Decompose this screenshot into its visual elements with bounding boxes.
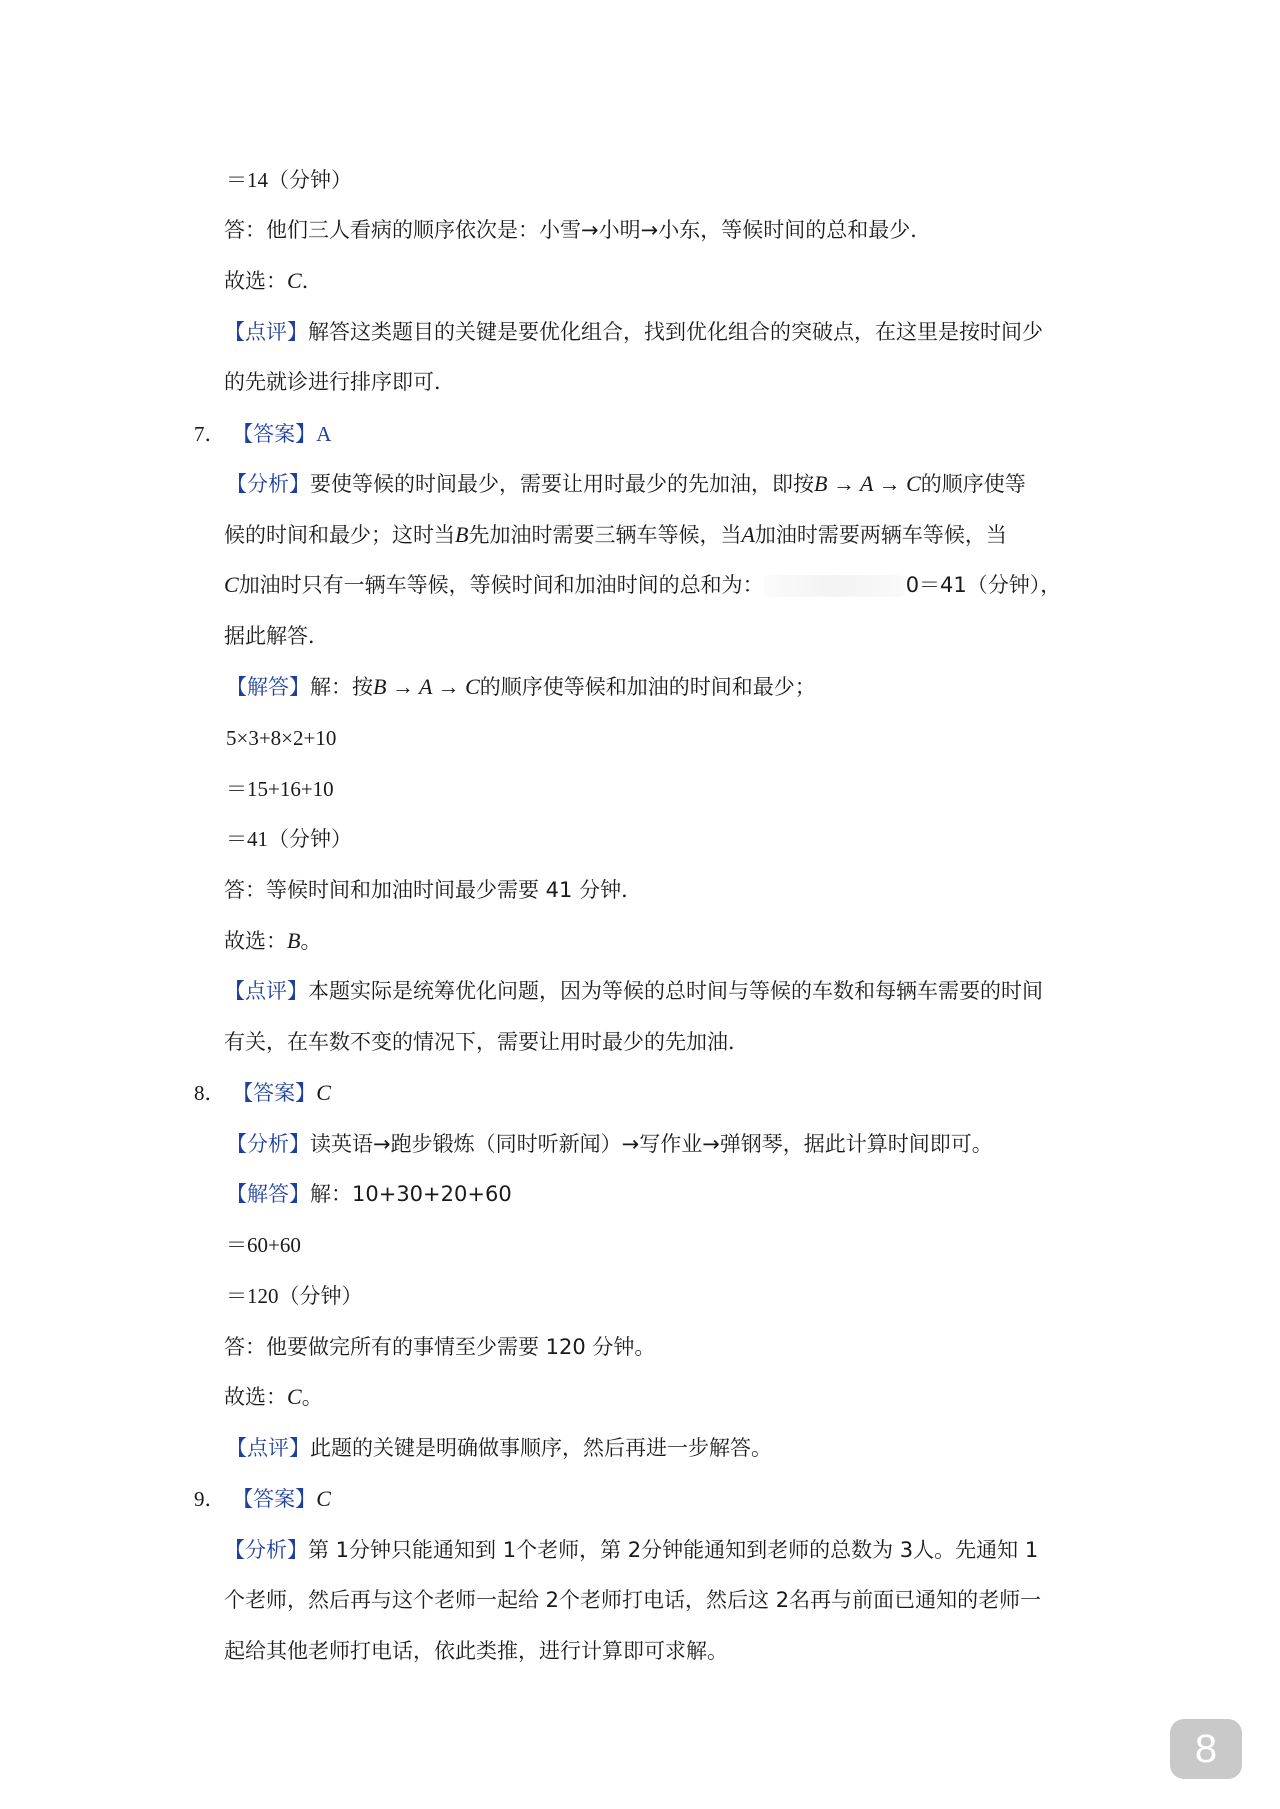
analysis-line: 【分析】要使等候的时间最少，需要让用时最少的先加油，即按B → A → C的顺序使等 bbox=[226, 471, 1026, 496]
analysis-line: 据此解答． bbox=[224, 624, 329, 648]
analysis-line: C加油时只有一辆车等候，等候时间和加油时间的总和为： 0＝41（分钟）， bbox=[224, 572, 1062, 597]
analysis-line: 【分析】读英语→跑步锻炼（同时听新闻）→写作业→弹钢琴，据此计算时间即可。 bbox=[226, 1132, 993, 1156]
calc-line: 5×3+8×2+10 bbox=[226, 726, 337, 750]
answer-line: 答：他们三人看病的顺序依次是：小雪→小明→小东，等候时间的总和最少． bbox=[224, 218, 932, 242]
comment-tag: 【点评】 bbox=[224, 320, 308, 344]
analysis-tag: 【分析】 bbox=[224, 1538, 308, 1562]
question-7-answer: 7． 【答案】A bbox=[194, 422, 332, 446]
comment-line: 【点评】本题实际是统筹优化问题，因为等候的总时间与等候的车数和每辆车需要的时间 bbox=[224, 979, 1043, 1003]
analysis-line: 起给其他老师打电话，依此类推，进行计算即可求解。 bbox=[224, 1639, 728, 1663]
question-9-answer: 9． 【答案】C bbox=[194, 1486, 331, 1511]
choice-line: 故选：C。 bbox=[224, 1384, 323, 1409]
calc-line: ＝120（分钟） bbox=[226, 1284, 363, 1308]
solution-line: 【解答】解：10+30+20+60 bbox=[226, 1182, 512, 1206]
solution-tag: 【解答】 bbox=[226, 1182, 310, 1206]
question-8-answer: 8． 【答案】C bbox=[194, 1080, 331, 1105]
comment-line: 的先就诊进行排序即可． bbox=[224, 370, 455, 394]
comment-line: 【点评】解答这类题目的关键是要优化组合，找到优化组合的突破点，在这里是按时间少 bbox=[224, 320, 1043, 344]
analysis-tag: 【分析】 bbox=[226, 1132, 310, 1156]
comment-tag: 【点评】 bbox=[224, 979, 308, 1003]
page-number-badge: 8 bbox=[1170, 1719, 1242, 1779]
analysis-line: 【分析】第 1分钟只能通知到 1个老师，第 2分钟能通知到老师的总数为 3人。先通知 1 bbox=[224, 1538, 1039, 1562]
choice-line: 故选：C． bbox=[224, 268, 323, 293]
calc-line: ＝60+60 bbox=[226, 1233, 301, 1257]
comment-tag: 【点评】 bbox=[226, 1436, 310, 1460]
comment-line: 有关，在车数不变的情况下，需要让用时最少的先加油． bbox=[224, 1030, 749, 1054]
solution-line: 【解答】解：按B → A → C的顺序使等候和加油的时间和最少； bbox=[226, 674, 816, 699]
answer-tag: 【答案】 bbox=[232, 422, 317, 446]
calc-line: ＝15+16+10 bbox=[226, 777, 334, 801]
answer-line: 答：他要做完所有的事情至少需要 120 分钟。 bbox=[224, 1335, 656, 1359]
redacted-region bbox=[764, 575, 904, 597]
calc-line: ＝14（分钟） bbox=[226, 168, 352, 192]
answer-line: 答：等候时间和加油时间最少需要 41 分钟． bbox=[224, 878, 643, 902]
answer-tag: 【答案】 bbox=[232, 1487, 317, 1511]
analysis-line: 候的时间和最少；这时当B先加油时需要三辆车等候，当A加油时需要两辆车等候，当 bbox=[224, 522, 1007, 547]
analysis-line: 个老师，然后再与这个老师一起给 2个老师打电话，然后这 2名再与前面已通知的老师一 bbox=[224, 1588, 1042, 1612]
analysis-tag: 【分析】 bbox=[226, 472, 310, 496]
choice-line: 故选：B。 bbox=[224, 928, 322, 953]
solution-tag: 【解答】 bbox=[226, 675, 310, 699]
comment-line: 【点评】此题的关键是明确做事顺序，然后再进一步解答。 bbox=[226, 1436, 772, 1460]
answer-tag: 【答案】 bbox=[232, 1081, 317, 1105]
calc-line: ＝41（分钟） bbox=[226, 827, 352, 851]
